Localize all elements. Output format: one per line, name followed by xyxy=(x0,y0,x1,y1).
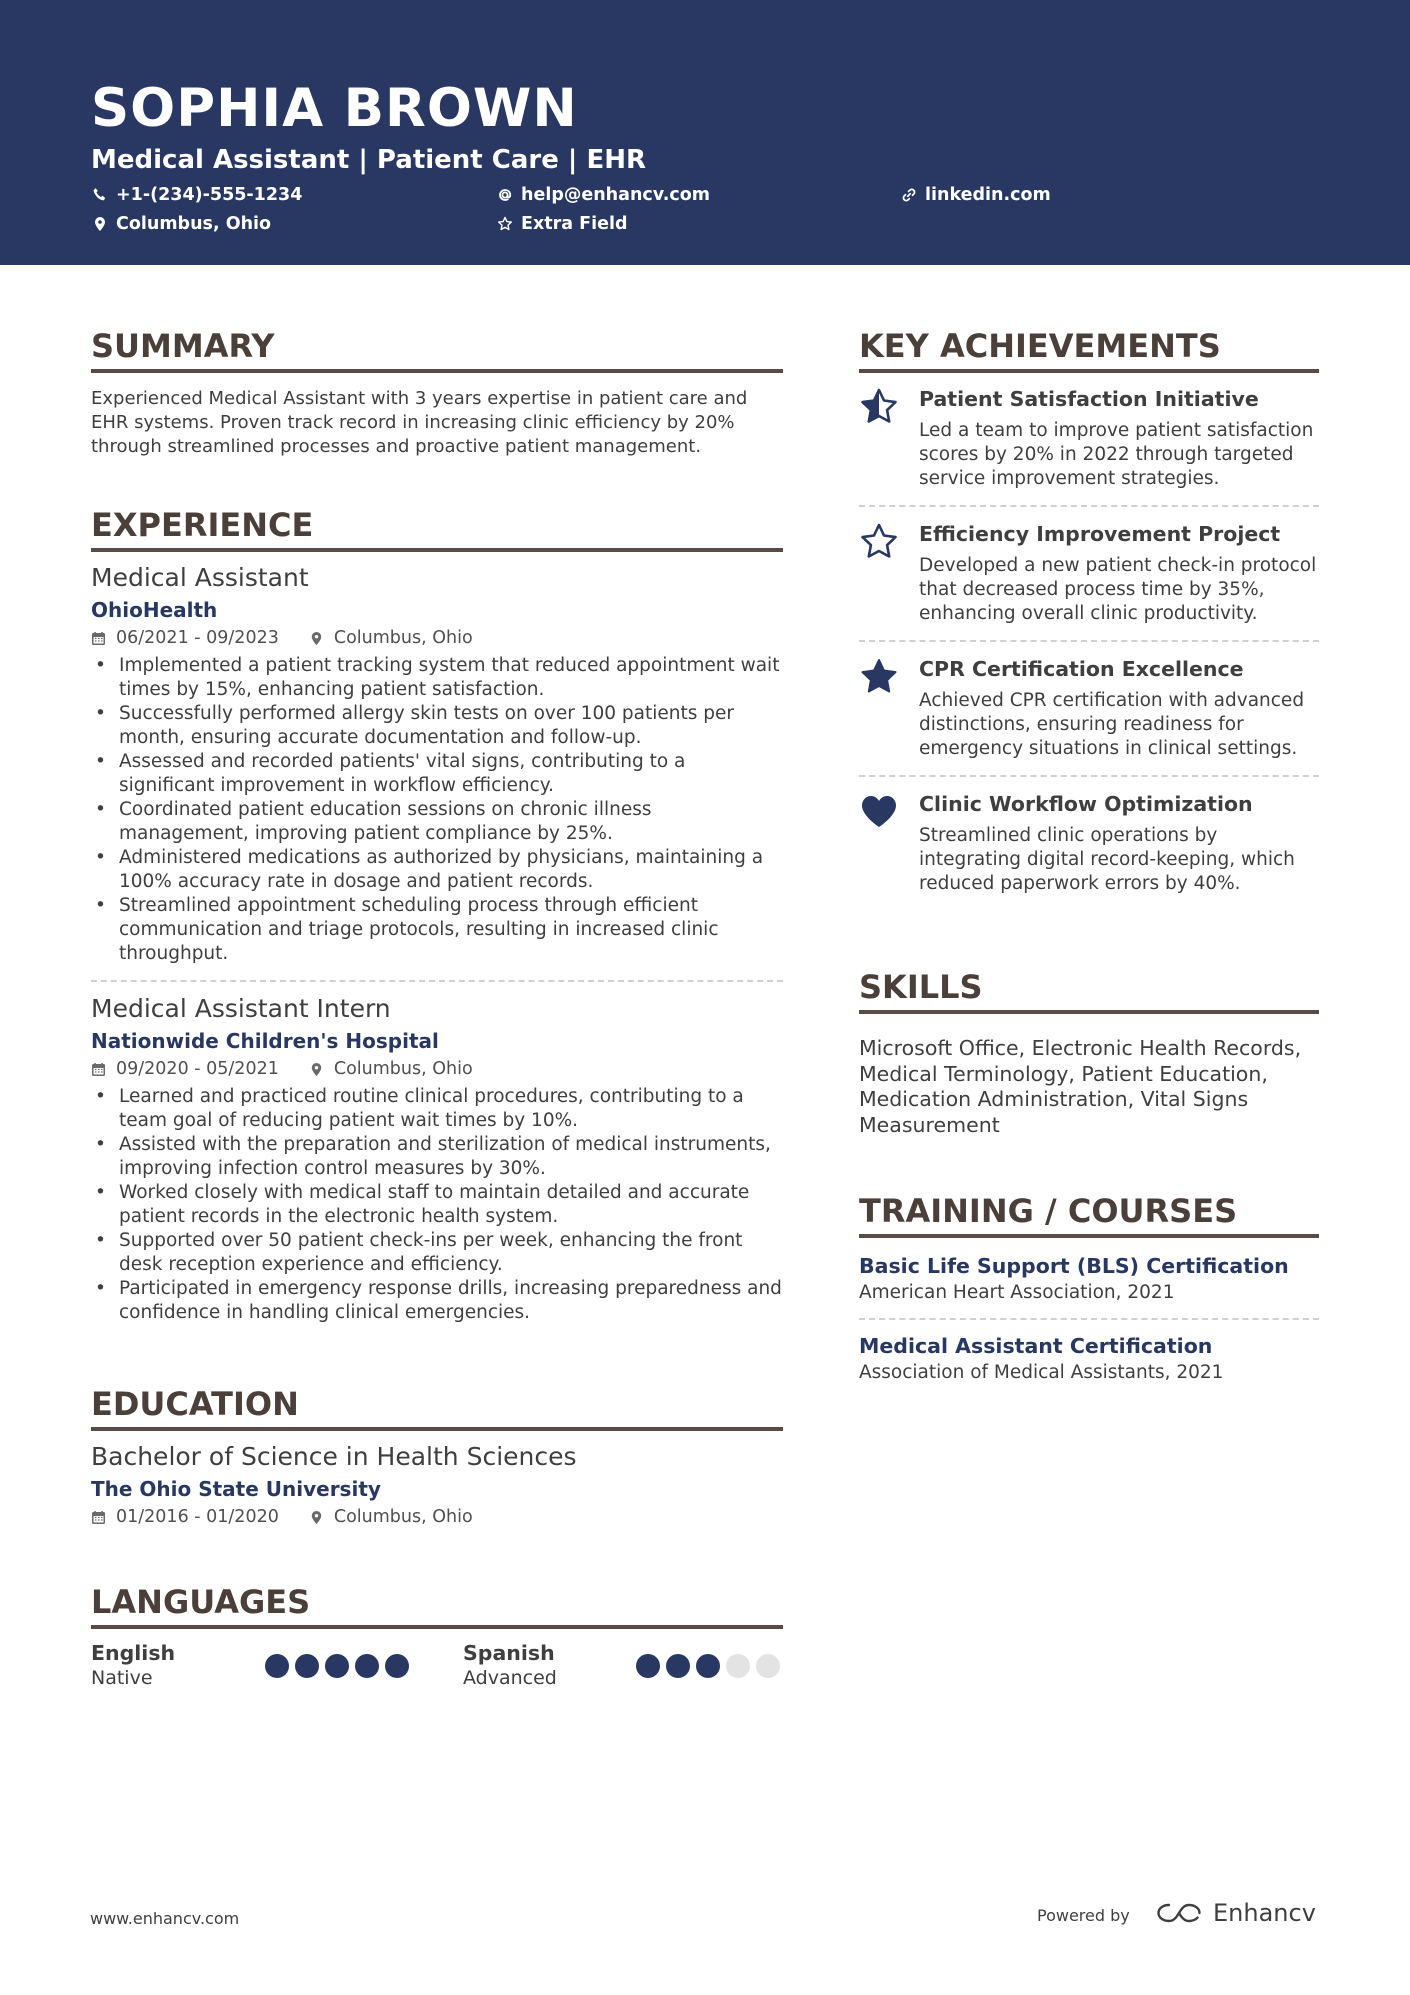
language-rating xyxy=(265,1654,409,1678)
bullet-item: • Learned and practiced routine clinical procedures, contributing to a team goal of reducing patient wait times by 10%. xyxy=(91,1085,783,1133)
extra-text: Extra Field xyxy=(521,214,628,234)
achievement-desc: Streamlined clinic operations by integrating digital record-keeping, which reduced paperwork errors by 40%. xyxy=(919,825,1295,894)
candidate-name: SOPHIA BROWN xyxy=(91,78,578,139)
bullet-item: • Assessed and recorded patients' vital signs, contributing to a significant improvement in workflow efficiency. xyxy=(91,750,783,798)
rating-dot-filled xyxy=(265,1654,289,1678)
bullet-item: • Successfully performed allergy skin tests on over 100 patients per month, ensuring accurate documentation and follow-up. xyxy=(91,702,783,750)
brand-logo[interactable] xyxy=(1155,1897,1316,1929)
degree-title: Bachelor of Science in Health Sciences xyxy=(91,1442,577,1471)
education-dates: 01/2016 - 01/2020 xyxy=(116,1507,279,1527)
rating-dot-filled xyxy=(666,1654,690,1678)
job-company: Nationwide Children's Hospital xyxy=(91,1029,439,1053)
language-level: Native xyxy=(91,1667,153,1689)
languages-section xyxy=(91,1582,783,1692)
bullet-item: • Assisted with the preparation and sterilization of medical instruments, improving infection control measures by 30%. xyxy=(91,1133,783,1181)
job-bullets xyxy=(91,654,783,966)
achievement-desc: Achieved CPR certification with advanced distinctions, ensuring readiness for emergency situations in clinical settings. xyxy=(919,690,1305,759)
achievement-item xyxy=(859,385,1319,491)
job-meta xyxy=(91,1057,783,1081)
language-name: English xyxy=(91,1641,176,1665)
contact-phone[interactable] xyxy=(92,183,302,207)
language-rating xyxy=(636,1654,780,1678)
achievement-item xyxy=(859,520,1319,626)
summary-section xyxy=(91,326,783,459)
achievement-title: Patient Satisfaction Initiative xyxy=(919,387,1259,411)
achievement-title: CPR Certification Excellence xyxy=(919,657,1244,681)
job-entry xyxy=(91,562,783,966)
job-company: OhioHealth xyxy=(91,598,218,622)
job-title: Medical Assistant xyxy=(91,563,309,592)
summary-text: Experienced Medical Assistant with 3 years expertise in patient care and EHR systems. Proven track record in increasing clinic efficiency by 20% through streamlined processes and proactive patient management. xyxy=(91,388,748,457)
job-dates: 09/2020 - 05/2021 xyxy=(116,1059,279,1079)
footer-url[interactable]: www.enhancv.com xyxy=(90,1909,240,1928)
job-location: Columbus, Ohio xyxy=(333,628,473,648)
location-pin-icon xyxy=(92,216,108,232)
candidate-headline: Medical Assistant | Patient Care | EHR xyxy=(91,145,647,175)
star-half-icon xyxy=(859,387,899,427)
summary-heading: SUMMARY xyxy=(91,326,783,373)
language-item xyxy=(91,1641,175,1690)
languages-heading: LANGUAGES xyxy=(91,1582,783,1629)
course-title: Basic Life Support (BLS) Certification xyxy=(859,1254,1289,1278)
rating-dot-filled xyxy=(325,1654,349,1678)
course-provider: American Heart Association, 2021 xyxy=(859,1282,1175,1303)
enhancv-logo-icon xyxy=(1155,1900,1203,1926)
star-filled-icon xyxy=(859,657,899,697)
star-outline-icon xyxy=(859,522,899,562)
rating-dot-filled xyxy=(385,1654,409,1678)
school-name: The Ohio State University xyxy=(91,1477,381,1501)
job-dates: 06/2021 - 09/2023 xyxy=(116,628,279,648)
star-outline-icon xyxy=(497,216,513,232)
entry-divider xyxy=(859,640,1319,642)
brand-name: Enhancv xyxy=(1213,1899,1316,1927)
job-title: Medical Assistant Intern xyxy=(91,994,391,1023)
location-pin-icon xyxy=(309,1062,324,1077)
contact-location xyxy=(92,212,271,236)
heart-icon xyxy=(859,792,899,832)
education-section xyxy=(91,1384,783,1529)
bullet-item: • Streamlined appointment scheduling process through efficient communication and triage protocols, resulting in increased clinic throughput. xyxy=(91,894,783,966)
bullet-item: • Coordinated patient education sessions on chronic illness management, improving patient compliance by 25%. xyxy=(91,798,783,846)
course-title: Medical Assistant Certification xyxy=(859,1334,1213,1358)
skills-heading: SKILLS xyxy=(859,967,1319,1014)
course-item xyxy=(859,1332,1319,1386)
education-location: Columbus, Ohio xyxy=(333,1507,473,1527)
job-bullets xyxy=(91,1085,783,1325)
footer-powered-by: Powered by xyxy=(1037,1906,1130,1925)
bullet-item: • Participated in emergency response drills, increasing preparedness and confidence in handling clinical emergencies. xyxy=(91,1277,783,1325)
education-meta xyxy=(91,1505,783,1529)
bullet-item: • Supported over 50 patient check-ins per week, enhancing the front desk reception experience and efficiency. xyxy=(91,1229,783,1277)
skills-section xyxy=(859,967,1319,1138)
achievement-title: Clinic Workflow Optimization xyxy=(919,792,1253,816)
contact-link[interactable] xyxy=(901,183,1051,207)
rating-dot-filled xyxy=(355,1654,379,1678)
job-entry xyxy=(91,993,783,1325)
bullet-item: • Implemented a patient tracking system that reduced appointment wait times by 15%, enhancing patient satisfaction. xyxy=(91,654,783,702)
rating-dot-empty xyxy=(756,1654,780,1678)
training-section xyxy=(859,1191,1319,1386)
rating-dot-filled xyxy=(696,1654,720,1678)
entry-divider xyxy=(859,505,1319,507)
location-text: Columbus, Ohio xyxy=(116,214,272,234)
course-provider: Association of Medical Assistants, 2021 xyxy=(859,1362,1224,1383)
language-item xyxy=(463,1641,557,1690)
achievement-desc: Led a team to improve patient satisfaction scores by 20% in 2022 through targeted service improvement strategies. xyxy=(919,420,1314,489)
phone-text: +1-(234)-555-1234 xyxy=(116,185,303,205)
entry-divider xyxy=(859,775,1319,777)
achievement-desc: Developed a new patient check-in protocol that decreased process time by 35%, enhancing overall clinic productivity. xyxy=(919,555,1317,624)
link-text: linkedin.com xyxy=(925,185,1051,205)
language-name: Spanish xyxy=(463,1641,555,1665)
job-meta xyxy=(91,626,783,650)
contact-email[interactable] xyxy=(497,183,710,207)
experience-heading: EXPERIENCE xyxy=(91,505,783,552)
achievements-heading: KEY ACHIEVEMENTS xyxy=(859,326,1319,373)
achievement-item xyxy=(859,790,1319,896)
location-pin-icon xyxy=(309,1510,324,1525)
calendar-icon xyxy=(91,1062,106,1077)
bullet-item: • Worked closely with medical staff to maintain detailed and accurate patient records in the electronic health system. xyxy=(91,1181,783,1229)
experience-section xyxy=(91,505,783,1325)
at-icon xyxy=(497,187,513,203)
phone-icon xyxy=(92,187,108,203)
link-icon xyxy=(901,187,917,203)
bullet-item: • Administered medications as authorized by physicians, maintaining a 100% accuracy rate in dosage and patient records. xyxy=(91,846,783,894)
language-level: Advanced xyxy=(463,1667,557,1689)
training-heading: TRAINING / COURSES xyxy=(859,1191,1319,1238)
entry-divider xyxy=(91,980,783,982)
resume-header xyxy=(0,0,1410,265)
job-location: Columbus, Ohio xyxy=(333,1059,473,1079)
education-heading: EDUCATION xyxy=(91,1384,783,1431)
achievements-section xyxy=(859,326,1319,896)
calendar-icon xyxy=(91,631,106,646)
skills-text: Microsoft Office, Electronic Health Records, Medical Terminology, Patient Education, Medication Administration, Vital Signs Measurement xyxy=(859,1036,1302,1137)
email-text: help@enhancv.com xyxy=(521,185,711,205)
rating-dot-filled xyxy=(636,1654,660,1678)
rating-dot-empty xyxy=(726,1654,750,1678)
calendar-icon xyxy=(91,1510,106,1525)
location-pin-icon xyxy=(309,631,324,646)
achievement-title: Efficiency Improvement Project xyxy=(919,522,1281,546)
course-item xyxy=(859,1252,1319,1306)
contact-extra xyxy=(497,212,628,236)
achievement-item xyxy=(859,655,1319,761)
rating-dot-filled xyxy=(295,1654,319,1678)
entry-divider xyxy=(859,1318,1319,1320)
